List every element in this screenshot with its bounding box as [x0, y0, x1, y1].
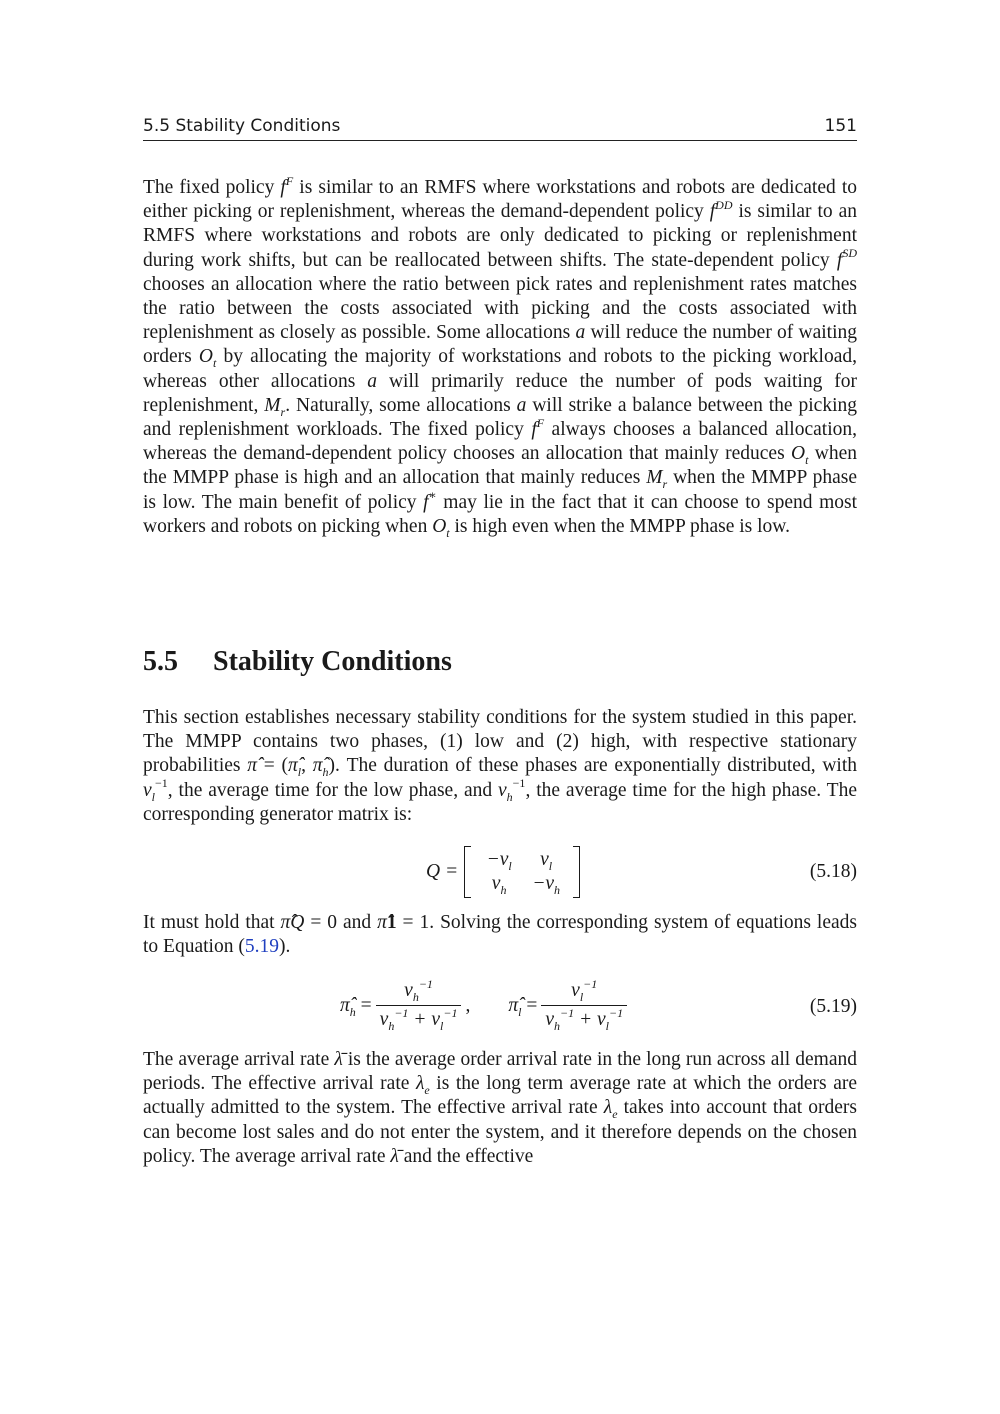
- section-heading: [143, 646, 452, 678]
- equation-number: (5.19): [809, 996, 857, 1017]
- running-header: [143, 116, 857, 141]
- equation-5-19: $\pî_h$ = $\frac{\nu_h^{-1}}{\nu_h^{-1} + \nu_l^{-1}}$ , $\pî_l$ = $\frac{\nu_l^{-1}}{\nu_h^{-1} + \nu_l^{-1}}$ (5.19): [340, 976, 857, 1033]
- equation-5-18: [143, 846, 857, 900]
- generator-matrix: [471, 849, 573, 895]
- matrix-cell: $-\nu_l$: [486, 849, 512, 873]
- header-section-title: 5.5 Stability Conditions: [143, 116, 341, 136]
- matrix-cell: $\nu_l$: [540, 849, 553, 873]
- paragraph-arrival-rate: The average arrival rate λ̄ is the average order arrival rate in the long run across all demand periods. The effective arrival rate $\lambda_e$ is the long term average rate at which the orders are actually admitted to the system. The effective arrival rate $\lambda_e$ takes into account that orders can become lost sales and do not enter the system, and it therefore depends on the chosen policy. The average arrival rate λ̄ and the effective: [143, 1049, 857, 1167]
- paragraph-mmpp: This section establishes necessary stability conditions for the system studied in this paper. The MMPP contains two phases, (1) low and (2) high, with respective stationary probabilities π̂ = ($\pî_l$, $\pî_h$). The duration of these phases are exponentially distributed, with $\nu_l^{-1}$, the average time for the low phase, and $\nu_h^{-1}$, the average time for the high phase. The corresponding generator matrix is:: [143, 707, 857, 825]
- matrix-cell: $-\nu_h$: [532, 873, 561, 897]
- right-bracket: [573, 846, 580, 898]
- matrix-lhs: Q =: [426, 861, 459, 882]
- page-number: 151: [824, 116, 857, 136]
- section-number: 5.5: [143, 646, 178, 677]
- fraction-pi-l: $\frac{\nu_l^{-1}}{\nu_h^{-1} + \nu_l^{-1}}$: [541, 980, 627, 1031]
- paragraph-stationary: It must hold that π̂Q = 0 and π̂1 = 1. Solving the corresponding system of equations leads to Equation (5.19).: [143, 912, 858, 958]
- equation-number: (5.18): [809, 861, 857, 882]
- left-bracket: [464, 846, 471, 898]
- paragraph-policies: The fixed policy $f^F$ is similar to an RMFS where workstations and robots are dedicated to either picking or replenishment, whereas the demand-dependent policy $f^{DD}$ is similar to an RMFS where workstations and robots are only dedicated to picking or replenishment during work shifts, but can be reallocated between shifts. The state-dependent policy $f^{SD}$ chooses an allocation where the ratio between pick rates and replenishment rates matches the ratio between the costs associated with picking and the costs associated with replenishment as closely as possible. Some allocations a will reduce the number of waiting orders $O_t$ by allocating the majority of workstations and robots to the picking workload, whereas other allocations a will primarily reduce the number of pods waiting for replenishment, $M_r$. Naturally, some allocations a will strike a balance between the picking and replenishment workloads. The fixed policy $f^F$ always chooses a balanced allocation, whereas the demand-dependent policy chooses an allocation that mainly reduces $O_t$ when the MMPP phase is high and an allocation that mainly reduces $M_r$ when the MMPP phase is low. The main benefit of policy f∗ may lie in the fact that it can choose to spend most workers and robots on picking when $O_t$ is high even when the MMPP phase is low.: [143, 173, 858, 540]
- section-title: Stability Conditions: [213, 646, 452, 677]
- equation-reference-link[interactable]: 5.19: [244, 936, 279, 958]
- matrix-cell: $\nu_h$: [491, 873, 507, 897]
- fraction-pi-h: $\frac{\nu_h^{-1}}{\nu_h^{-1} + \nu_l^{-1}}$: [376, 980, 462, 1031]
